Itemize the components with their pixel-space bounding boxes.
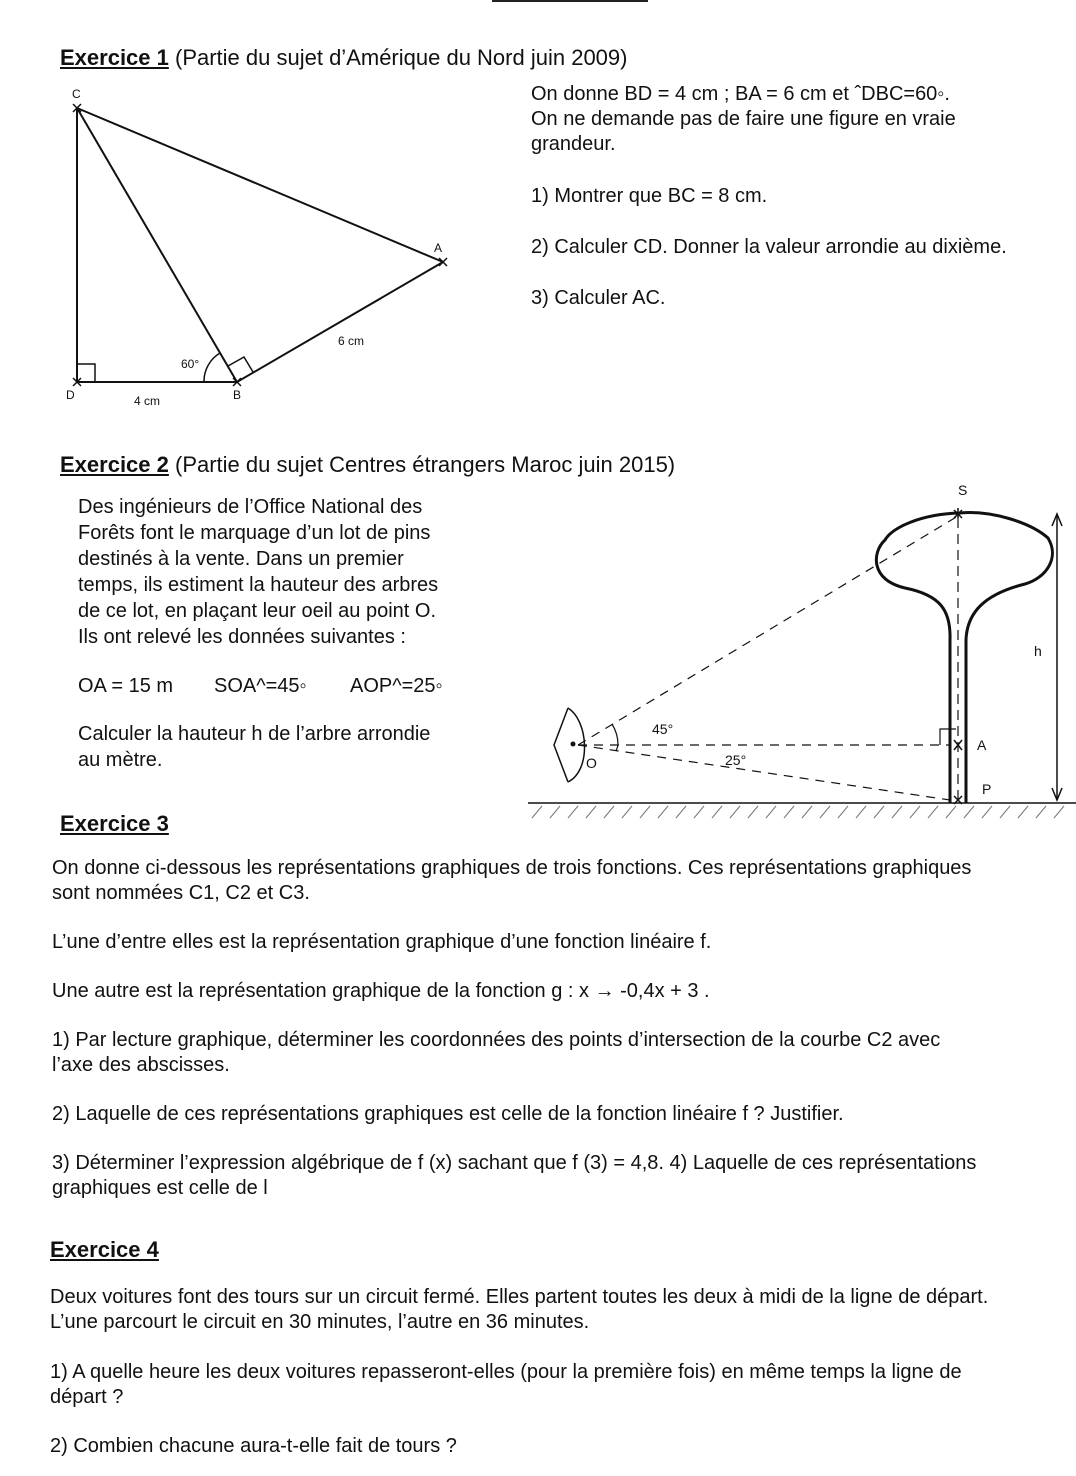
label-h: h bbox=[1034, 643, 1042, 659]
ex2-question-line2: au mètre. bbox=[78, 749, 163, 771]
ex2-data-oa: OA = 15 m bbox=[78, 675, 174, 697]
label-p: P bbox=[982, 781, 992, 797]
exercise-1-heading: Exercice 1 bbox=[60, 45, 169, 70]
ex3-question-1-line1: 1) Par lecture graphique, déterminer les coordonnées des points d’intersection de la courbe C2 avec bbox=[52, 1029, 941, 1051]
segment-ba bbox=[237, 262, 443, 382]
ex4-question-1-line1: 1) A quelle heure les deux voitures repasseront-elles (pour la première fois) en même temps la ligne de bbox=[50, 1361, 962, 1383]
ex2-data-soa: SOA^=45◦ bbox=[214, 675, 307, 697]
label-angle-60: 60° bbox=[181, 357, 200, 371]
ex3-intro-line1: On donne ci-dessous les représentations graphiques de trois fonctions. Ces représentations graphiques bbox=[52, 857, 972, 879]
segment-ca bbox=[77, 108, 443, 262]
ex1-question-3: 3) Calculer AC. bbox=[531, 287, 666, 309]
exercise-2-heading: Exercice 2 bbox=[60, 452, 169, 477]
label-angle-45: 45° bbox=[652, 721, 674, 737]
ex1-question-2: 2) Calculer CD. Donner la valeur arrondie au dixième. bbox=[531, 236, 1007, 258]
label-a-tree: A bbox=[977, 737, 987, 753]
exercise-1-source: (Partie du sujet d’Amérique du Nord juin 2009) bbox=[175, 45, 628, 70]
label-d: D bbox=[66, 388, 75, 402]
ex3-question-2: 2) Laquelle de ces représentations graphiques est celle de la fonction linéaire f ? Justifier. bbox=[52, 1103, 844, 1125]
segment-cb bbox=[77, 108, 237, 382]
ex1-note-line1: On ne demande pas de faire une figure en vraie bbox=[531, 108, 956, 130]
ex2-text-line-1: Des ingénieurs de l’Office National des bbox=[78, 496, 423, 518]
ex1-triangle-figure bbox=[0, 0, 470, 420]
sight-lines bbox=[578, 516, 958, 800]
tree-outline bbox=[876, 513, 1052, 803]
ex2-text-line-5: de ce lot, en plaçant leur oeil au point O. bbox=[78, 600, 437, 622]
angle-arcs bbox=[612, 724, 618, 751]
page-top-rule bbox=[492, 0, 648, 2]
ex2-question-line1: Calculer la hauteur h de l’arbre arrondie bbox=[78, 723, 431, 745]
ex3-question-1-line2: l’axe des abscisses. bbox=[52, 1054, 230, 1076]
label-b: B bbox=[233, 388, 242, 402]
point-marks bbox=[73, 104, 447, 386]
ex2-text-line-2: Forêts font le marquage d’un lot de pins bbox=[78, 522, 431, 544]
label-s: S bbox=[958, 482, 968, 498]
ex1-question-1: 1) Montrer que BC = 8 cm. bbox=[531, 185, 768, 207]
exercise-4-title bbox=[50, 1236, 159, 1264]
sight-line-op bbox=[578, 745, 950, 800]
exercise-4-heading: Exercice 4 bbox=[50, 1237, 159, 1262]
ex2-tree-figure bbox=[520, 470, 1076, 830]
ex3-question-3-line1: 3) Déterminer l’expression algébrique de f (x) sachant que f (3) = 4,8. 4) Laquelle de ces représentations bbox=[52, 1152, 977, 1174]
label-length-db: 4 cm bbox=[134, 394, 161, 408]
ex2-text-line-3: destinés à la vente. Dans un premier bbox=[78, 548, 404, 570]
exercise-2-source: (Partie du sujet Centres étrangers Maroc juin 2015) bbox=[175, 452, 676, 477]
ex3-question-3-line2: graphiques est celle de l bbox=[52, 1177, 268, 1199]
label-o: O bbox=[586, 755, 597, 771]
exercise-3-title bbox=[60, 810, 169, 838]
ex4-paragraph-line1: Deux voitures font des tours sur un circuit fermé. Elles partent toutes les deux à midi de la ligne de départ. bbox=[50, 1286, 989, 1308]
angle-arc-60 bbox=[204, 353, 220, 382]
label-length-ab: 6 cm bbox=[338, 334, 365, 348]
ex1-note-line2: grandeur. bbox=[531, 133, 616, 155]
ex2-text-line-6: Ils ont relevé les données suivantes : bbox=[78, 626, 406, 648]
ex2-text-line-4: temps, ils estiment la hauteur des arbres bbox=[78, 574, 439, 596]
ground-hatching bbox=[532, 806, 1064, 818]
ex3-intro-line2: sont nommées C1, C2 et C3. bbox=[52, 882, 310, 904]
sight-line-os bbox=[578, 516, 958, 745]
right-angle-mark-b bbox=[228, 357, 253, 372]
exercise-3-heading: Exercice 3 bbox=[60, 811, 169, 836]
right-angle-mark-a bbox=[940, 729, 956, 745]
ex3-paragraph-3: Une autre est la représentation graphique de la fonction g : x → -0,4x + 3 . bbox=[52, 980, 710, 1002]
ex4-question-1-line2: départ ? bbox=[50, 1386, 124, 1408]
label-angle-25: 25° bbox=[725, 752, 747, 768]
label-a: A bbox=[434, 241, 443, 255]
ex4-paragraph-line2: L’une parcourt le circuit en 30 minutes, l’autre en 36 minutes. bbox=[50, 1311, 590, 1333]
label-c: C bbox=[72, 87, 81, 101]
ex3-paragraph-2: L’une d’entre elles est la représentation graphique d’une fonction linéaire f. bbox=[52, 931, 712, 953]
ex4-question-2: 2) Combien chacune aura-t-elle fait de tours ? bbox=[50, 1435, 457, 1457]
ex1-given: On donne BD = 4 cm ; BA = 6 cm et ˆDBC=60◦. bbox=[531, 83, 950, 105]
ex2-data-aop: AOP^=25◦ bbox=[350, 675, 443, 697]
